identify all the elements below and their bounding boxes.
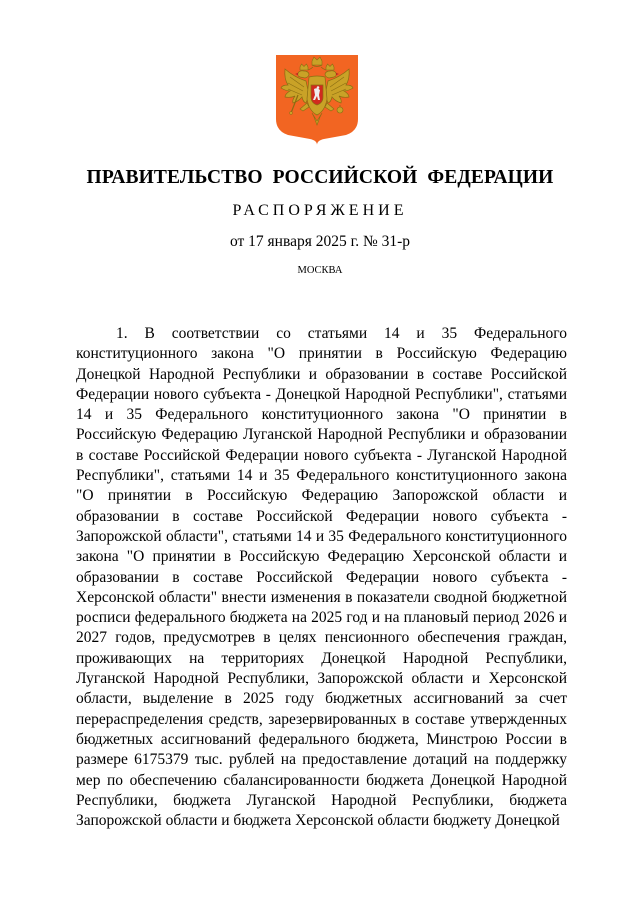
document-city: МОСКВА [297,265,343,276]
document-date-number: от 17 января 2025 г. № 31-р [229,233,411,250]
document-type: РАСПОРЯЖЕНИЕ [232,202,408,219]
coat-of-arms-icon [276,55,358,145]
government-title: ПРАВИТЕЛЬСТВО РОССИЙСКОЙ ФЕДЕРАЦИИ [86,167,554,188]
paragraph-1: 1. В соответствии со статьями 14 и 35 Федерального конституционного закона "О принятии в Российскую Федерацию Донецкой Народной Республики и образовании в составе Российской Федерации нового субъекта - Донецкой Народной Республики", статьями 14 и 35 Федерального конституционного закона "О принятии в Российскую Федерацию Луганской Народной Республики и образовании в составе Российской Федерации нового субъекта - Луганской Народной Республики", статьями 14 и 35 Федерального конституционного закона "О принятии в Российскую Федерацию Запорожской области и образовании в составе Российской Федерации нового субъекта - Запорожской области", статьями 14 и 35 Федерального конституционного закона "О принятии в Российскую Федерацию Херсонской области и образовании в составе Российской Федерации нового субъекта - Херсонской области" внести изменения в показатели сводной бюджетной росписи федерального бюджета на 2025 год и на плановый период 2026 и 2027 годов, предусмотрев в целях пенсионного обеспечения граждан, проживающих на территориях Донецкой Народной Республики, Луганской Народной Республики, Запорожской области и Херсонской области, выделение в 2025 году бюджетных ассигнований за счет перераспределения средств, зарезервированных в составе утвержденных бюджетных ассигнований федерального бюджета, Минстрою России в размере 6175379 тыс. рублей на предоставление дотаций на поддержку мер по обеспечению сбалансированности бюджета Донецкой Народной Республики, бюджета Луганской Народной Республики, бюджета Запорожской области и бюджета Херсонской области бюджету Донецкой [76,325,567,830]
